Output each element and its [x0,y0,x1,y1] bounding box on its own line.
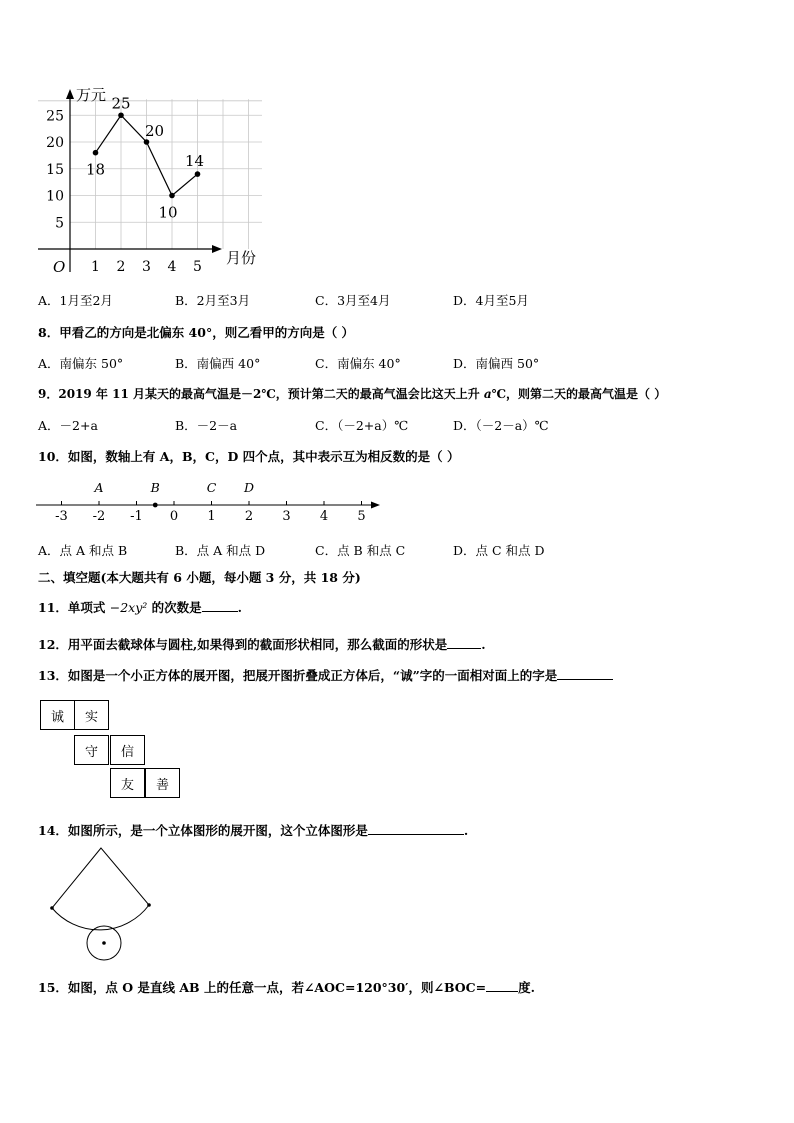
number-line-tick-label: -3 [55,509,68,524]
y-axis-label: 万元 [76,86,107,104]
cone-sector [52,848,149,930]
cube-face-cheng: 诚 [40,700,75,730]
y-tick-label: 20 [46,135,64,151]
y-axis-arrow [66,89,74,99]
q7-option-d: D．4月至5月 [453,293,529,308]
q15-answer-blank [486,990,518,992]
number-line-point-label: D [243,480,255,495]
data-label: 14 [184,152,205,171]
x-axis-label: 月份 [226,249,257,267]
chart-series [86,94,204,221]
q9-option-a: A．－2+a [38,418,98,433]
y-tick-label: 25 [46,108,64,125]
q12-answer-blank [447,647,481,649]
q11-text [38,598,242,616]
number-line-point-label: B [150,480,160,495]
number-line-tick-label: 1 [207,509,216,524]
data-label: 25 [111,94,131,113]
q9-var: a [483,387,492,401]
cube-face-shan: 善 [145,768,180,798]
number-line-point-label: C [206,480,217,495]
data-label: 10 [158,203,178,222]
q8-option-a: A．南偏东 50° [38,356,124,371]
data-point [118,112,124,118]
x-tick-label: 1 [91,259,100,275]
origin-label: O [53,258,66,276]
q9-text-b: ℃，则第二天的最高气温是（ ） [491,387,667,401]
x-tick-label: 4 [167,259,177,275]
q11-text-b: 的次数是 [147,600,202,615]
q8-option-c: C．南偏东 40° [315,356,401,371]
cube-face-shou: 守 [74,735,109,765]
sector-vertex-right [147,903,151,907]
q10-option-c: C．点 B 和点 C [315,543,406,558]
q12-text-b: . [481,637,486,652]
number-line-ticks [55,501,365,524]
q11-answer-blank [202,610,238,612]
q12-text [38,635,486,653]
q14-text [38,821,468,839]
number-line [30,476,390,526]
number-line-tick-label: -2 [92,509,106,524]
q7-option-c: C．3月至4月 [315,293,391,308]
line-chart [30,80,270,280]
x-tick-label: 2 [116,259,126,275]
q13-answer-blank [557,678,613,680]
q10-option-b: B．点 A 和点 D [175,543,266,558]
y-tick-label: 10 [46,188,64,205]
q11-text-a: 11．单项式 [38,600,110,615]
sector-vertex-left [50,906,54,910]
number-line-point-label: A [94,480,104,495]
x-axis-arrow [212,245,222,253]
number-line-tick-label: 2 [244,509,254,524]
cone-base-center [102,941,106,945]
y-tick-label: 15 [46,161,64,178]
q9-option-d: D．（－2－a）℃ [453,418,549,433]
cone-net [40,845,170,970]
q7-option-b: B．2月至3月 [175,293,251,308]
cube-face-shi: 实 [74,700,109,730]
q9-text-a: 9．2019 年 11 月某天的最高气温是－2℃，预计第二天的最高气温会比这天上升 [38,387,484,401]
q11-text-c: . [237,600,243,615]
data-point [93,150,99,156]
q15-text [38,978,535,996]
q7-option-a: A．1月至2月 [38,293,113,308]
number-line-tick-label: -1 [130,509,143,524]
q14-text-b: . [463,823,469,838]
q10-text: 10．如图，数轴上有 A，B，C，D 四个点，其中表示互为相反数的是（ ） [38,449,460,464]
number-line-tick-label: 0 [169,509,179,524]
q8-option-b: B．南偏西 40° [175,356,261,371]
number-line-tick-label: 5 [357,509,366,524]
data-point [144,139,150,145]
q8-option-d: D．南偏西 50° [453,356,540,371]
number-line-point-dot [153,503,158,508]
q9-option-b: B．－2－a [175,418,238,433]
x-tick-label: 5 [193,259,202,275]
cube-face-xin: 信 [110,735,145,765]
q9-text [38,385,666,402]
y-tick-label: 5 [55,215,64,232]
q12-text-a: 12．用平面去截球体与圆柱,如果得到的截面形状相同，那么截面的形状是 [38,637,448,652]
q10-option-d: D．点 C 和点 D [453,543,545,558]
q11-expr: −2xy² [109,600,148,615]
cube-face-you: 友 [110,768,145,798]
q15-text-b: 度. [518,980,535,995]
q10-option-a: A．点 A 和点 B [38,543,128,558]
data-label: 20 [144,122,165,140]
q8-text: 8．甲看乙的方向是北偏东 40°，则乙看甲的方向是（ ） [38,325,355,340]
q14-text-a: 14．如图所示，是一个立体图形的展开图，这个立体图形是 [38,823,368,838]
q15-text-a: 15．如图，点 O 是直线 AB 上的任意一点，若∠AOC=120°30′，则∠BOC= [38,980,487,995]
q13-text [38,666,613,684]
number-line-tick-label: 4 [319,509,329,524]
x-tick-label: 3 [142,259,151,275]
number-line-arrow [371,502,380,509]
q14-answer-blank [368,833,464,835]
q13-text-main: 13．如图是一个小正方体的展开图，把展开图折叠成正方体后，“诚”字的一面相对面上的字是 [38,668,558,683]
data-point [195,171,201,177]
data-point [169,193,175,199]
q9-option-c: C．（－2+a）℃ [315,418,409,433]
section-title: 二、填空题(本大题共有 6 小题，每小题 3 分，共 18 分) [38,570,361,585]
number-line-tick-label: 3 [282,509,291,524]
data-label: 18 [85,160,106,179]
